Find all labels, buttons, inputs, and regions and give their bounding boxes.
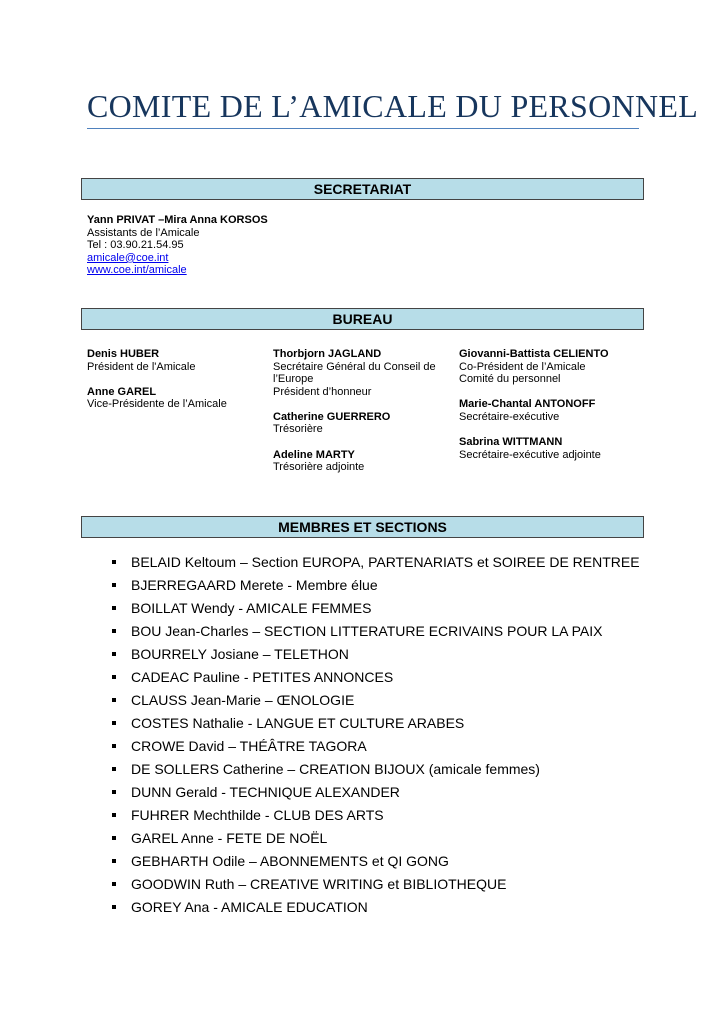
bureau-member-name: Thorbjorn JAGLAND: [273, 348, 382, 360]
bureau-member-name: Catherine GUERRERO: [273, 410, 391, 423]
bullet-icon: [112, 744, 116, 748]
bureau-member-name: Anne GAREL: [87, 385, 157, 398]
secretariat-email-link[interactable]: amicale@coe.int: [87, 251, 169, 264]
list-item: [106, 737, 640, 760]
bureau-member-role: l’Europe: [273, 373, 314, 386]
bullet-icon: [112, 721, 116, 725]
member-entry: COSTES Nathalie - LANGUE ET CULTURE ARABES: [131, 715, 465, 731]
page-title: COMITE DE L’AMICALE DU PERSONNEL: [87, 88, 699, 124]
secretariat-phone: Tel : 03.90.21.54.95: [87, 239, 184, 252]
bureau-member-name: Marie-Chantal ANTONOFF: [459, 398, 596, 411]
section-header-bureau: BUREAU: [81, 308, 644, 330]
bureau-member-role: Trésorière adjointe: [273, 461, 365, 474]
list-item: [106, 852, 640, 875]
bureau-member-role: Vice-Présidente de l’Amicale: [87, 398, 227, 411]
section-header-secretariat: SECRETARIAT: [81, 178, 644, 200]
title-underline: [87, 128, 639, 129]
list-item: [106, 553, 640, 576]
member-entry: GAREL Anne - FETE DE NOËL: [131, 830, 328, 846]
bullet-icon: [112, 560, 116, 564]
bullet-icon: [112, 767, 116, 771]
secretariat-role: Assistants de l’Amicale: [87, 226, 200, 239]
bureau-member-role: Secrétaire Général du Conseil de: [273, 360, 436, 373]
secretariat-contact: [87, 214, 387, 277]
bureau-member-role: Secrétaire-exécutive adjointe: [459, 448, 601, 461]
bullet-icon: [112, 882, 116, 886]
member-entry: GOREY Ana - AMICALE EDUCATION: [131, 899, 368, 915]
list-item: [106, 783, 640, 806]
bullet-icon: [112, 698, 116, 702]
bureau-member-role: Comité du personnel: [459, 373, 561, 386]
list-item: [106, 645, 640, 668]
bureau-column-3: [459, 348, 629, 461]
bullet-icon: [112, 790, 116, 794]
bullet-icon: [112, 606, 116, 610]
member-entry: DUNN Gerald - TECHNIQUE ALEXANDER: [131, 784, 400, 800]
section-header-members: MEMBRES ET SECTIONS: [81, 516, 644, 538]
bureau-member-role: Président d’honneur: [273, 385, 372, 398]
list-item: [106, 599, 640, 622]
bureau-member-name: Adeline MARTY: [273, 448, 355, 461]
bullet-icon: [112, 859, 116, 863]
bureau-member-role: Président de l'Amicale: [87, 360, 196, 373]
member-entry: BOU Jean-Charles – SECTION LITTERATURE ECRIVAINS POUR LA PAIX: [131, 623, 603, 639]
members-list: [106, 553, 640, 921]
member-entry: GEBHARTH Odile – ABONNEMENTS et QI GONG: [131, 853, 449, 869]
secretariat-website-link[interactable]: www.coe.int/amicale: [87, 264, 187, 277]
member-entry: DE SOLLERS Catherine – CREATION BIJOUX (amicale femmes): [131, 761, 540, 777]
member-entry: GOODWIN Ruth – CREATIVE WRITING et BIBLIOTHEQUE: [131, 876, 507, 892]
member-entry: BOILLAT Wendy - AMICALE FEMMES: [131, 600, 372, 616]
member-entry: CROWE David – THÉÂTRE TAGORA: [131, 738, 367, 754]
bureau-member-role: Co-Président de l’Amicale: [459, 360, 586, 373]
bureau-member-name: Giovanni-Battista CELIENTO: [459, 348, 609, 360]
member-entry: FUHRER Mechthilde - CLUB DES ARTS: [131, 807, 384, 823]
bureau-column-2: [273, 348, 443, 474]
secretariat-names: Yann PRIVAT –Mira Anna KORSOS: [87, 214, 268, 226]
bullet-icon: [112, 905, 116, 909]
bureau-member-name: Sabrina WITTMANN: [459, 435, 563, 448]
list-item: [106, 714, 640, 737]
list-item: [106, 875, 640, 898]
list-item: [106, 668, 640, 691]
bullet-icon: [112, 652, 116, 656]
member-entry: CADEAC Pauline - PETITES ANNONCES: [131, 669, 394, 685]
member-entry: BELAID Keltoum – Section EUROPA, PARTENARIATS et SOIREE DE RENTREE: [131, 554, 640, 570]
bureau-member-role: Trésorière: [273, 423, 323, 436]
list-item: [106, 829, 640, 852]
list-item: [106, 622, 640, 645]
list-item: [106, 806, 640, 829]
bureau-member-role: Secrétaire-exécutive: [459, 410, 560, 423]
bullet-icon: [112, 813, 116, 817]
bullet-icon: [112, 629, 116, 633]
member-entry: BOURRELY Josiane – TELETHON: [131, 646, 349, 662]
list-item: [106, 576, 640, 599]
bureau-column-1: [87, 348, 257, 411]
member-entry: BJERREGAARD Merete - Membre élue: [131, 577, 378, 593]
list-item: [106, 898, 640, 921]
bureau-member-name: Denis HUBER: [87, 348, 160, 360]
list-item: [106, 691, 640, 714]
list-item: [106, 760, 640, 783]
bullet-icon: [112, 675, 116, 679]
member-entry: CLAUSS Jean-Marie – ŒNOLOGIE: [131, 692, 355, 708]
bullet-icon: [112, 836, 116, 840]
bullet-icon: [112, 583, 116, 587]
